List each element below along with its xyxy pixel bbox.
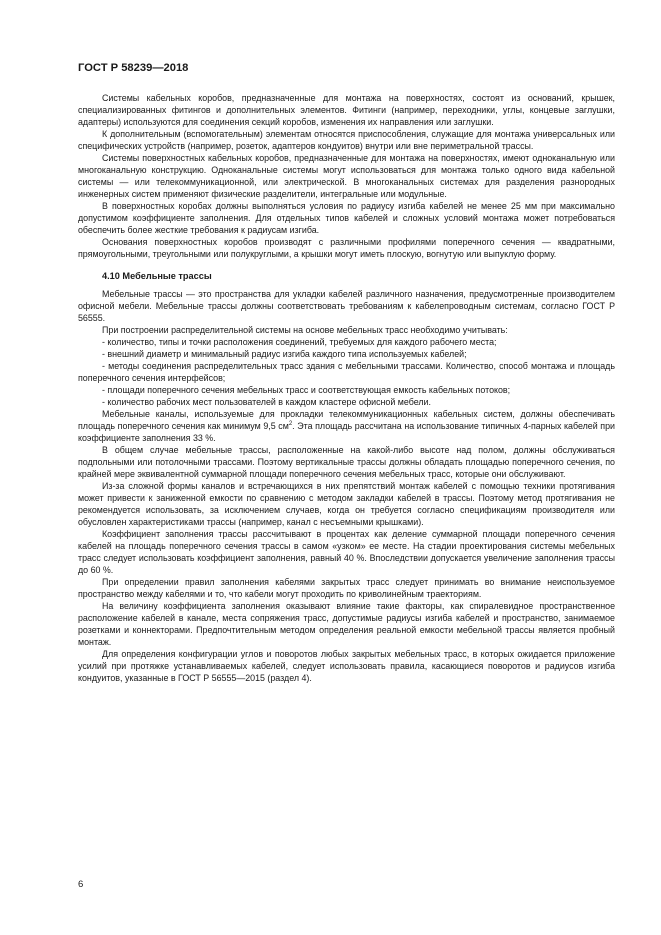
section-heading: 4.10 Мебельные трассы <box>102 271 212 281</box>
paragraph: К дополнительным (вспомогательным) элементам относятся приспособления, служащие для монтажа универсальных или специфических устройств (например, розеток, адаптеров кондуитов) внутри или вне периметральной трассы. <box>78 129 615 151</box>
paragraph: Мебельные трассы — это пространства для укладки кабелей различного назначения, предусмотренные производителем офисной мебели. Мебельные трассы должны соответствовать требованиям к кабелепроводным системам, согласно ГОСТ Р 56555. <box>78 289 615 323</box>
page-number: 6 <box>78 879 84 890</box>
document-header: ГОСТ Р 58239—2018 <box>78 62 189 74</box>
paragraph: Системы кабельных коробов, предназначенные для монтажа на поверхностях, состоят из оснований, крышек, специализированных фитингов и дополнительных элементов. Фитинги (например, переходники, углы, концевые заглушки, адаптеры) используются для соединения секций коробов, изменения их направления или заглушки. <box>78 93 615 127</box>
paragraph: Системы поверхностных кабельных коробов, предназначенные для монтажа на поверхностях, имеют одноканальную или многоканальную конструкцию. Одноканальные системы могут использоваться для монтажа только одного вида кабельной системы — или телекоммуникационной, или электрической. В многоканальных системах для разделения разнородных инженерных систем применяют физические разделители, интегральные или модульные. <box>78 153 615 199</box>
paragraph: В поверхностных коробах должны выполняться условия по радиусу изгиба кабелей не менее 25 мм при максимально допустимом коэффициенте заполнения. Для отдельных типов кабелей и сложных условий монтажа может потребоваться обеспечить более жесткие требования к радиусам изгиба. <box>78 201 615 235</box>
paragraph: На величину коэффициента заполнения оказывают влияние такие факторы, как спиралевидное пространственное расположение кабелей в канале, места сопряжения трасс, допустимые радиусы изгиба кабелей и пространство, занимаемое розетками и коннекторами. Предпочтительным методом определения реальной емкости мебельной трассы является пробный монтаж. <box>78 601 615 647</box>
paragraph: При определении правил заполнения кабелями закрытых трасс следует принимать во внимание неиспользуемое пространство между кабелями и то, что кабели могут проходить по криволинейным траекториям. <box>78 577 615 599</box>
paragraph: Коэффициент заполнения трассы рассчитывают в процентах как деление суммарной площади поперечного сечения кабелей на площадь поперечного сечения трассы в самом «узком» ее месте. На стадии проектирования системы мебельных трасс следует использовать коэффициент заполнения, равный 40 %. Впоследствии допускается увеличение заполнения трассы до 60 %. <box>78 529 615 575</box>
paragraph: Из-за сложной формы каналов и встречающихся в них препятствий монтаж кабелей с помощью техники протягивания может привести к заниженной емкости по сравнению с методом закладки кабелей в трассы. Поэтому метод протягивания не рекомендуется использовать, за исключением случаев, когда он требуется согласно спецификациям производителя или обусловлен характеристиками трассы (например, канал с несъемными крышками). <box>78 481 615 527</box>
list-item: - количество рабочих мест пользователей в каждом кластере офисной мебели. <box>102 397 431 407</box>
paragraph-text: Мебельные каналы, используемые для прокладки телекоммуникационных кабельных систем, должны обеспечивать площадь поперечного сечения как минимум 9,5 см <box>78 409 615 431</box>
paragraph <box>78 408 615 444</box>
page-body <box>78 92 615 684</box>
list-item: - количество, типы и точки расположения соединений, требуемых для каждого рабочего места; <box>102 337 497 347</box>
paragraph: В общем случае мебельные трассы, расположенные на какой-либо высоте над полом, должны обслуживаться подпольными или потолочными трассами. Поэтому вертикальные трассы должны обладать площадью поперечного сечения, по крайней мере эквивалентной суммарной площади поперечного сечения мебельных трасс, которые они обслуживают. <box>78 445 615 479</box>
superscript: 2 <box>288 421 293 428</box>
paragraph: Для определения конфигурации углов и поворотов любых закрытых мебельных трасс, в которых ожидается приложение усилий при протяжке устанавливаемых кабелей, следует использовать правила, касающиеся поворотов и радиусов изгиба кондуитов, указанные в ГОСТ Р 56555—2015 (раздел 4). <box>78 649 615 683</box>
list-item: - площади поперечного сечения мебельных трасс и соответствующая емкость кабельных потоков; <box>102 385 511 395</box>
list-item: - методы соединения распределительных трасс здания с мебельными трассами. Количество, способ монтажа и площадь поперечного сечения интерфейсов; <box>78 361 615 383</box>
paragraph: Основания поверхностных коробов производят с различными профилями поперечного сечения — квадратными, прямоугольными, треугольными или полукруглыми, а крышки могут иметь плоскую, вогнутую или выпуклую форму. <box>78 237 615 259</box>
list-item: - внешний диаметр и минимальный радиус изгиба каждого типа используемых кабелей; <box>102 349 467 359</box>
paragraph-text: . Эта площадь рассчитана на использование типичных 4-парных кабелей при коэффициенте заполнения 33 %. <box>78 421 615 443</box>
paragraph: При построении распределительной системы на основе мебельных трасс необходимо учитывать: <box>102 325 508 335</box>
